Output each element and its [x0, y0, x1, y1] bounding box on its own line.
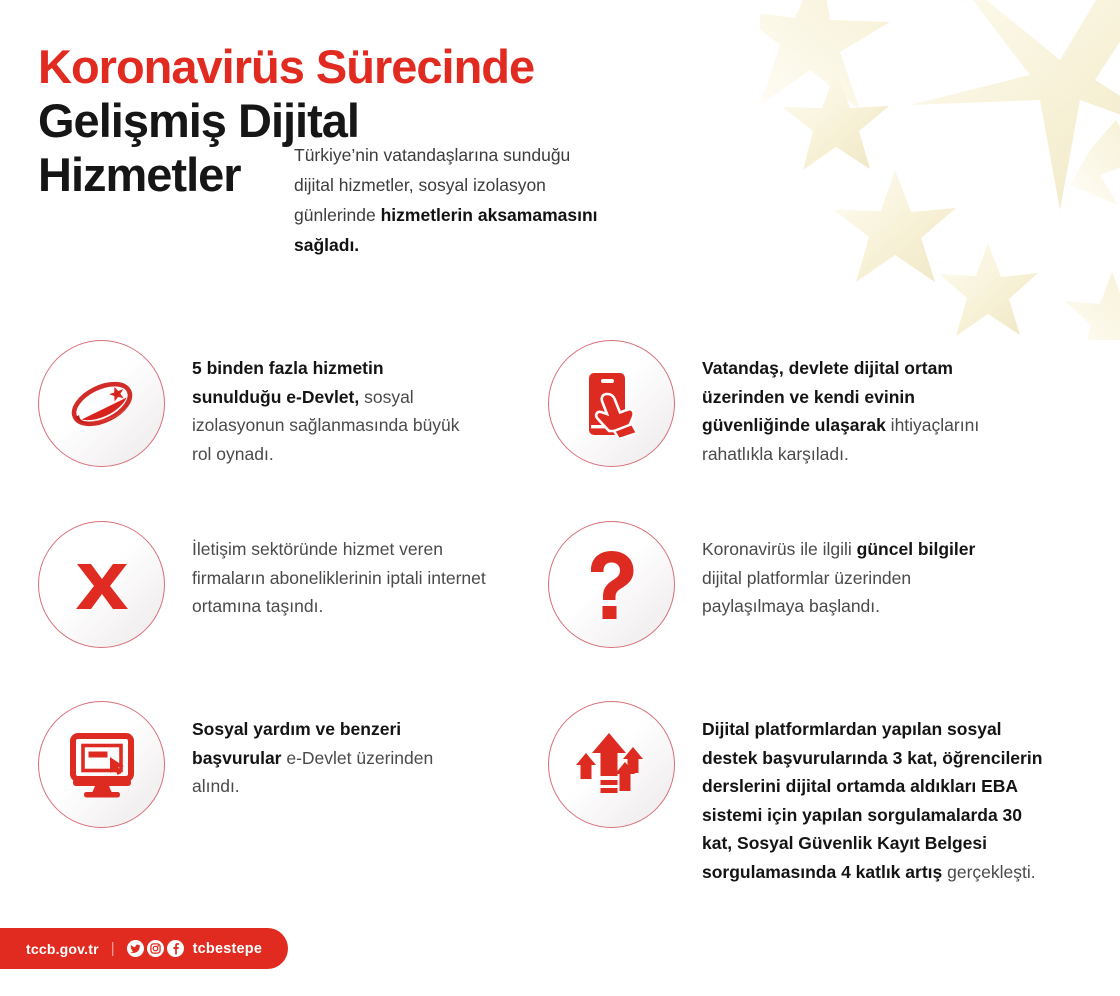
intro-paragraph: [294, 140, 614, 260]
list-item-text-bold: Dijital platformlardan yapılan sosyal destek başvurularında 3 kat, öğrencilerin derslerini dijital ortamda aldıkları EBA sistemi için yapılan sorgulamalarda 30 kat, Sosyal Güvenlik Kayıt Belgesi sorgulamasında 4 katlık artış: [702, 719, 1043, 882]
list-item-text-normal: İletişim sektöründe hizmet veren firmaların aboneliklerinin iptali internet ortamına taşındı.: [192, 539, 486, 616]
icon-circle-monitor: [38, 701, 165, 828]
list-item: [38, 701, 558, 828]
list-item-text: [192, 521, 502, 621]
list-item-text: [192, 701, 457, 801]
list-item-text-normal: dijital platformlar üzerinden paylaşılmaya başlandı.: [702, 567, 912, 616]
headline-tertiary: Hizmetler: [38, 148, 241, 201]
list-item-text-bold: güncel bilgiler: [856, 539, 976, 559]
headline-primary: Koronavirüs Sürecinde: [38, 40, 535, 93]
intro-block: [294, 140, 614, 260]
list-item: [548, 340, 1088, 468]
intro-normal-text: Türkiye’nin vatandaşlarına sunduğu dijital hizmetler, sosyal izolasyon günlerinde: [294, 145, 571, 225]
list-item-text-prefix: Koronavirüs ile ilgili: [702, 539, 857, 559]
icon-circle-smartphone: [548, 340, 675, 467]
items-column-right: [548, 340, 1088, 886]
list-item: [38, 340, 558, 468]
list-item-text-normal: e-Devlet üzerinden alındı.: [192, 747, 434, 796]
edevlet-logo-icon: [65, 367, 139, 441]
desktop-monitor-cursor-icon: [66, 729, 138, 801]
footer-website-link[interactable]: tccb.gov.tr: [26, 940, 99, 957]
facebook-icon[interactable]: [167, 940, 184, 957]
list-item: [38, 521, 558, 648]
red-x-icon: [70, 553, 134, 617]
list-item-text-bold: Vatandaş, devlete dijital ortam üzerinden ve kendi evinin güvenliğinde ulaşarak: [702, 358, 953, 435]
list-item-text-normal: gerçekleşti.: [942, 861, 1036, 882]
list-item-text: [702, 521, 987, 621]
list-item: [548, 701, 1088, 886]
footer-bar: [0, 928, 288, 969]
growth-arrows-icon: [576, 731, 648, 799]
footer-social-handle[interactable]: tcbestepe: [192, 940, 263, 957]
icon-circle-edevlet: [38, 340, 165, 467]
list-item-text: [192, 340, 462, 468]
question-mark-icon: [584, 550, 640, 620]
twitter-icon[interactable]: [127, 940, 144, 957]
items-column-left: [38, 340, 558, 828]
list-item-text-bold: Sosyal yardım ve benzeri başvurular: [192, 719, 402, 768]
list-item: [548, 521, 1088, 648]
star-right-edge: [1065, 272, 1120, 340]
smartphone-hand-tap-icon: [577, 369, 647, 439]
list-item-text-bold: 5 binden fazla hizmetin sunulduğu e-Devlet,: [192, 358, 384, 407]
footer-separator: |: [110, 940, 115, 957]
instagram-icon[interactable]: [147, 940, 164, 957]
social-icons-group: [127, 940, 184, 957]
headline-secondary: Gelişmiş Dijital: [38, 94, 359, 147]
list-item-text: [702, 701, 1052, 886]
list-item-text: [702, 340, 1002, 468]
list-item-text-normal: sosyal izolasyonun sağlanmasında büyük rol oynadı.: [192, 386, 460, 464]
icon-circle-growth: [548, 701, 675, 828]
icon-circle-question: [548, 521, 675, 648]
star-bottom: [939, 243, 1038, 336]
intro-bold-text: hizmetlerin aksamamasını sağladı.: [294, 205, 598, 255]
list-item-text-normal: ihtiyaçlarını rahatlıkla karşıladı.: [702, 415, 980, 464]
icon-circle-cancel: [38, 521, 165, 648]
